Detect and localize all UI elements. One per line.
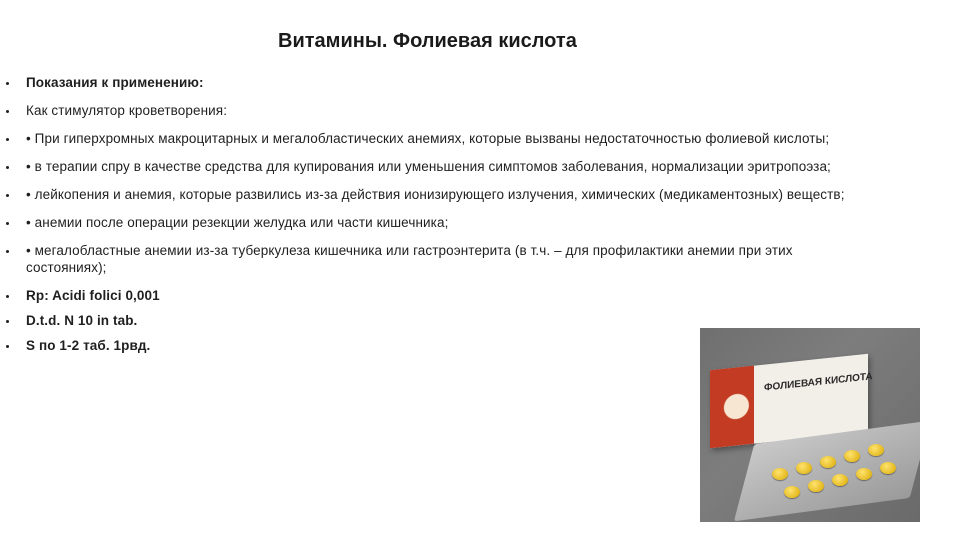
list-item: S по 1-2 таб. 1рвд. bbox=[0, 337, 860, 354]
pill bbox=[844, 450, 860, 462]
list-item: Показания к применению: bbox=[0, 74, 860, 91]
pill bbox=[832, 474, 848, 486]
bullet-icon bbox=[6, 110, 9, 113]
box-label: ФОЛИЕВАЯ КИСЛОТА bbox=[764, 371, 873, 394]
list-item: Rp: Acidi folici 0,001 bbox=[0, 287, 860, 304]
list-item: • в терапии спру в качестве средства для купирования или уменьшения симптомов заболевания, нормализации эритропоэза; bbox=[0, 158, 860, 175]
bullet-icon bbox=[6, 250, 9, 253]
list-item: • При гиперхромных макроцитарных и мегалобластических анемиях, которые вызваны недостаточностью фолиевой кислоты; bbox=[0, 130, 860, 147]
bullet-icon bbox=[6, 166, 9, 169]
bullet-list bbox=[0, 74, 860, 362]
pill bbox=[868, 444, 884, 456]
bullet-icon bbox=[6, 345, 9, 348]
list-item: • лейкопения и анемия, которые развились из-за действия ионизирующего излучения, химических (медикаментозных) веществ; bbox=[0, 186, 860, 203]
bullet-icon bbox=[6, 320, 9, 323]
pill bbox=[808, 480, 824, 492]
bullet-icon bbox=[6, 222, 9, 225]
pill bbox=[880, 462, 896, 474]
bullet-icon bbox=[6, 138, 9, 141]
product-photo bbox=[700, 328, 920, 522]
slide-title: Витамины. Фолиевая кислота bbox=[278, 30, 577, 52]
list-item: D.t.d. N 10 in tab. bbox=[0, 312, 860, 329]
bullet-icon bbox=[6, 295, 9, 298]
list-item: • мегалобластные анемии из-за туберкулеза кишечника или гастроэнтерита (в т.ч. – для профилактики анемии при этих состояниях); bbox=[0, 242, 860, 276]
pill bbox=[784, 486, 800, 498]
box-logo-graphic bbox=[710, 366, 754, 449]
bullet-icon bbox=[6, 194, 9, 197]
pill bbox=[856, 468, 872, 480]
bullet-icon bbox=[6, 82, 9, 85]
pill bbox=[796, 462, 812, 474]
list-item: • анемии после операции резекции желудка или части кишечника; bbox=[0, 214, 860, 231]
pill bbox=[820, 456, 836, 468]
list-item: Как стимулятор кроветворения: bbox=[0, 102, 860, 119]
pill bbox=[772, 468, 788, 480]
